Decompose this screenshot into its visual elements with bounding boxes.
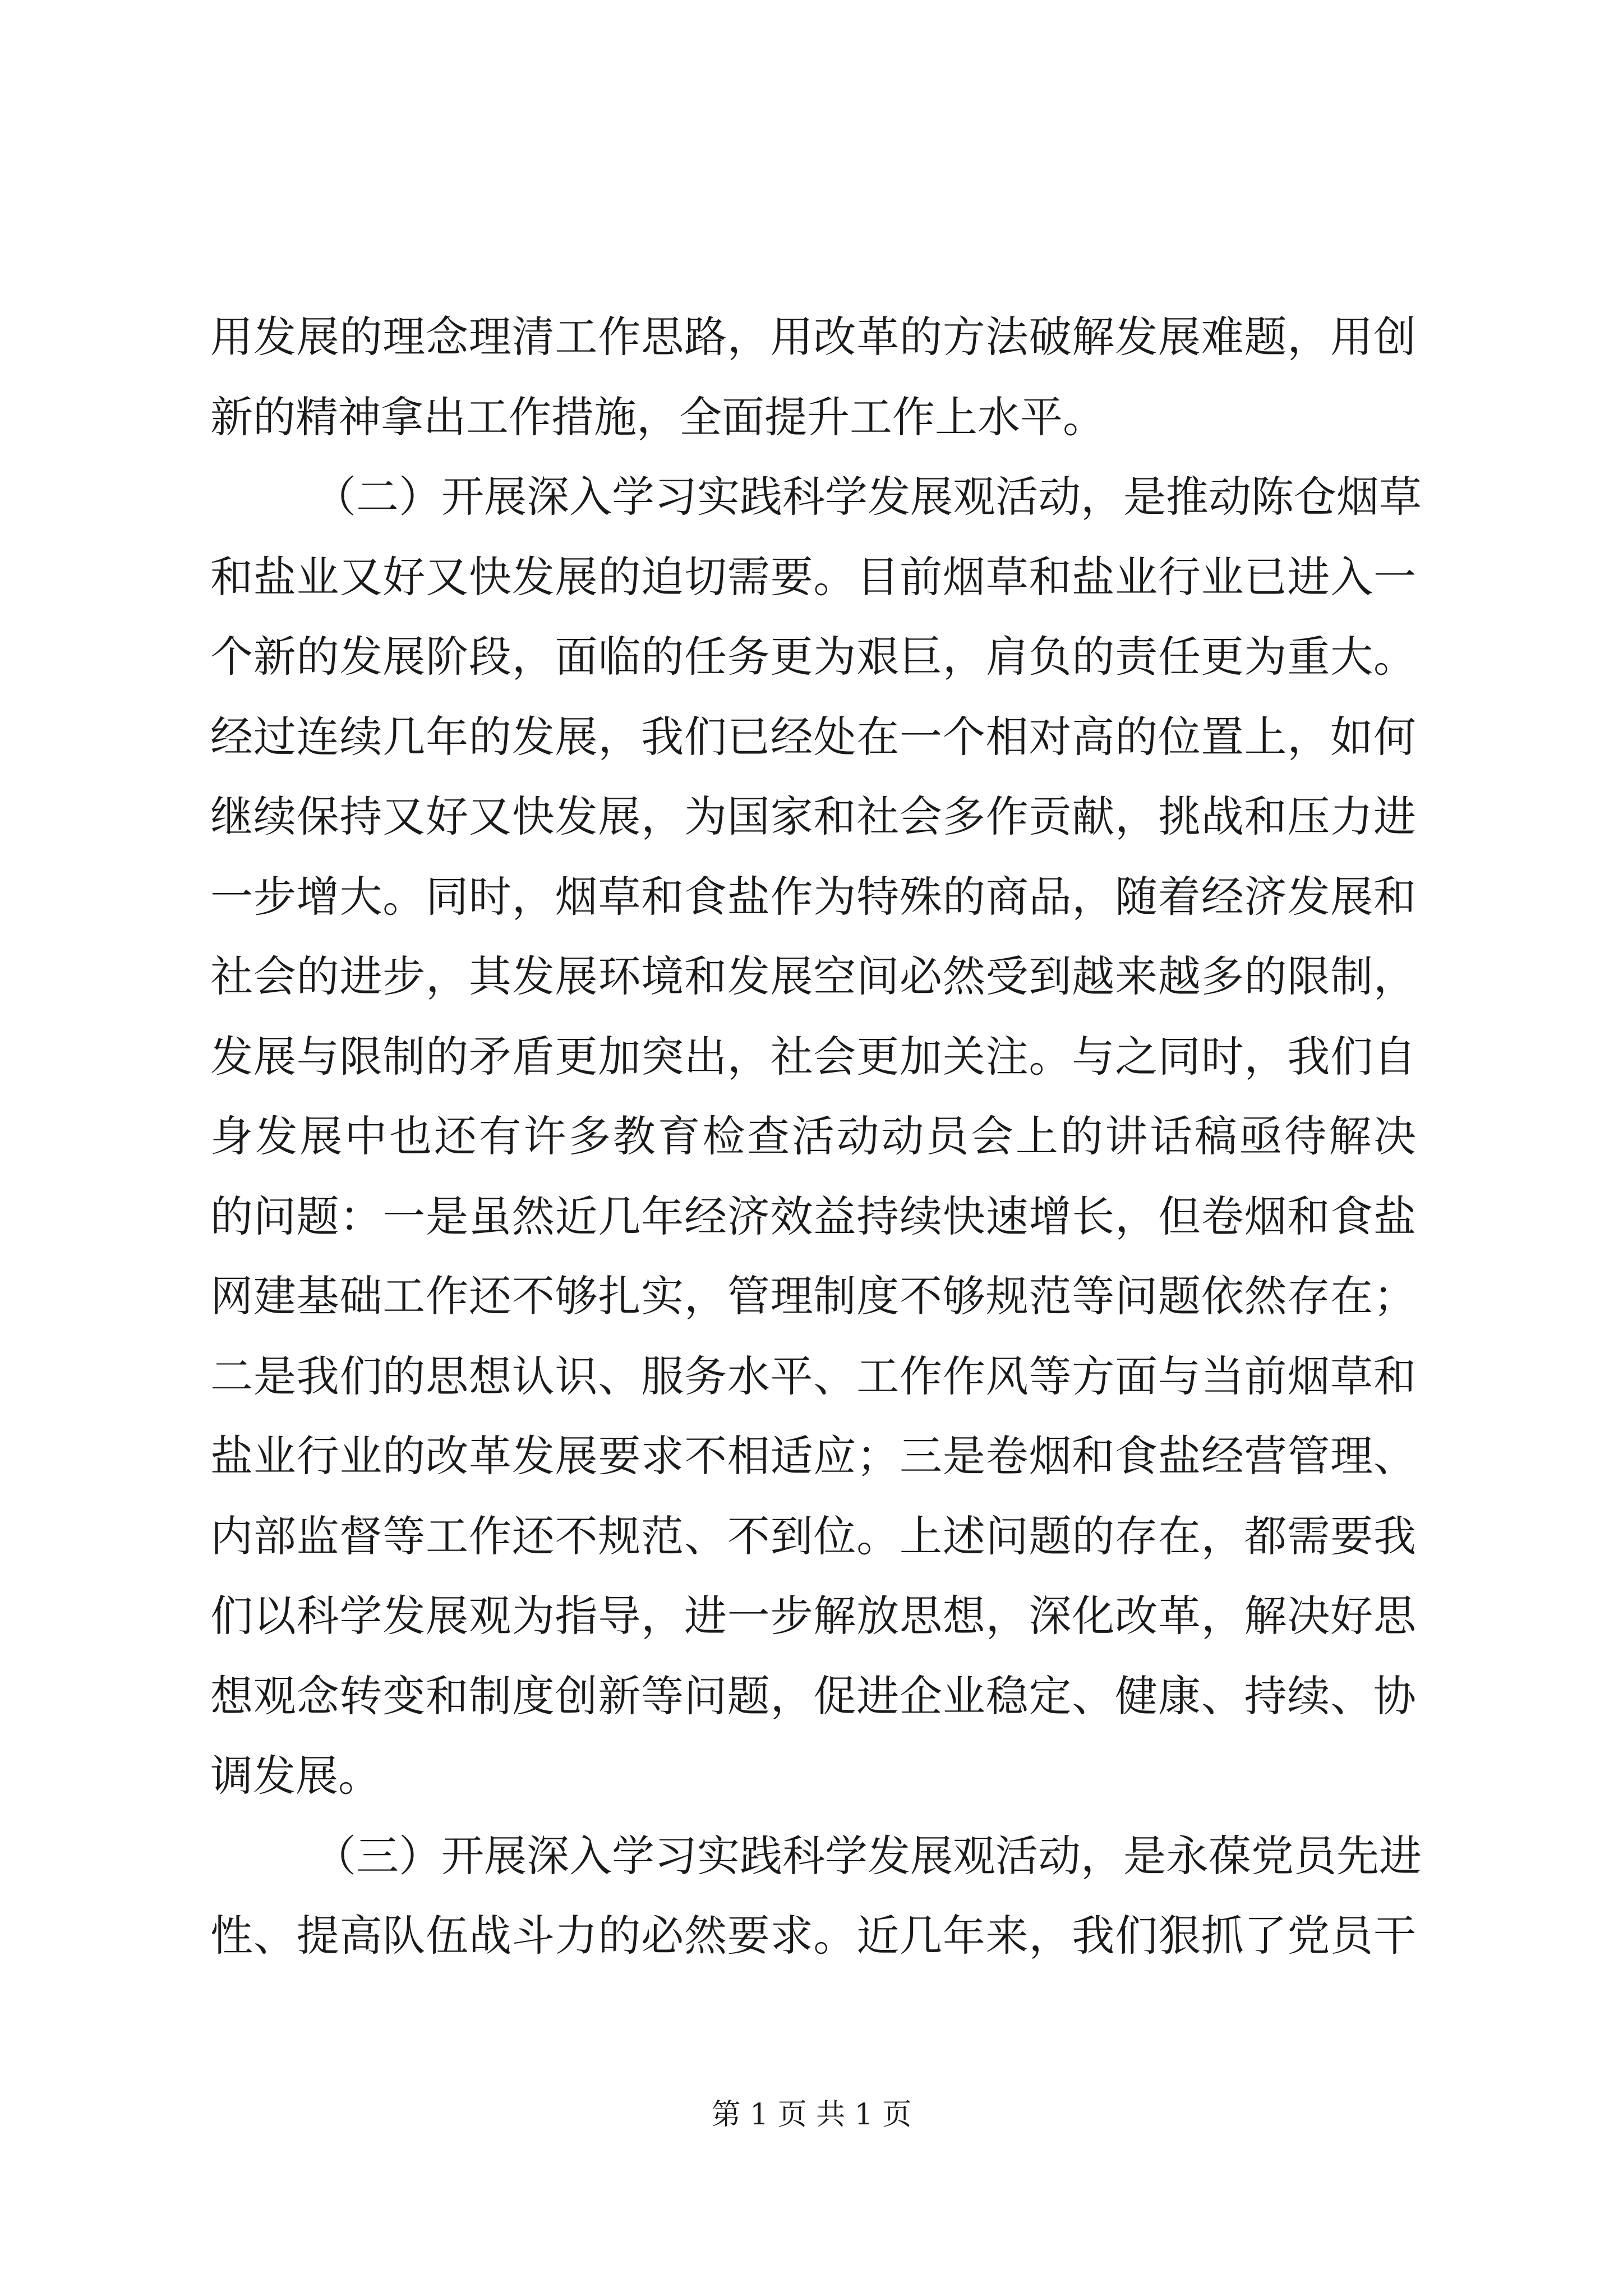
text-line: 想观念转变和制度创新等问题，促进企业稳定、健康、持续、协 xyxy=(210,1671,1416,1721)
text-line: 经过连续几年的发展，我们已经处在一个相对高的位置上，如何 xyxy=(210,711,1416,762)
text-line: 一步增大。同时，烟草和食盐作为特殊的商品，随着经济发展和 xyxy=(210,871,1416,922)
text-line: 社会的进步，其发展环境和发展空间必然受到越来越多的限制， xyxy=(210,951,1416,1001)
text-line: 调发展。 xyxy=(210,1751,381,1801)
text-line: 内部监督等工作还不规范、不到位。上述问题的存在，都需要我 xyxy=(210,1511,1416,1561)
text-line: 继续保持又好又快发展，为国家和社会多作贡献，挑战和压力进 xyxy=(210,792,1416,841)
text-line: 性、提高队伍战斗力的必然要求。近几年来，我们狠抓了党员干 xyxy=(210,1911,1416,1961)
text-line: 网建基础工作还不够扎实，管理制度不够规范等问题依然存在； xyxy=(210,1271,1416,1321)
text-line: 身发展中也还有许多教育检查活动动员会上的讲话稿亟待解决 xyxy=(210,1111,1416,1161)
page-number-footer: 第 1 页 共 1 页 xyxy=(711,2098,912,2132)
text-line: 个新的发展阶段，面临的任务更为艰巨，肩负的责任更为重大。 xyxy=(210,632,1416,682)
text-line: 用发展的理念理清工作思路，用改革的方法破解发展难题，用创 xyxy=(210,312,1416,362)
text-line: 和盐业又好又快发展的迫切需要。目前烟草和盐业行业已进入一 xyxy=(210,551,1416,602)
text-line: 们以科学发展观为指导，进一步解放思想，深化改革，解决好思 xyxy=(210,1591,1416,1641)
text-line: 盐业行业的改革发展要求不相适应；三是卷烟和食盐经营管理、 xyxy=(210,1431,1416,1481)
text-line: （三）开展深入学习实践科学发展观活动，是永葆党员先进 xyxy=(313,1830,1422,1881)
text-line: 的问题：一是虽然近几年经济效益持续快速增长，但卷烟和食盐 xyxy=(210,1191,1416,1241)
text-line: （二）开展深入学习实践科学发展观活动，是推动陈仓烟草 xyxy=(313,472,1422,522)
text-line: 二是我们的思想认识、服务水平、工作作风等方面与当前烟草和 xyxy=(210,1351,1416,1401)
text-line: 发展与限制的矛盾更加突出，社会更加关注。与之同时，我们自 xyxy=(210,1031,1416,1082)
text-line: 新的精神拿出工作措施，全面提升工作上水平。 xyxy=(210,392,1105,442)
body-text xyxy=(210,297,1422,1976)
